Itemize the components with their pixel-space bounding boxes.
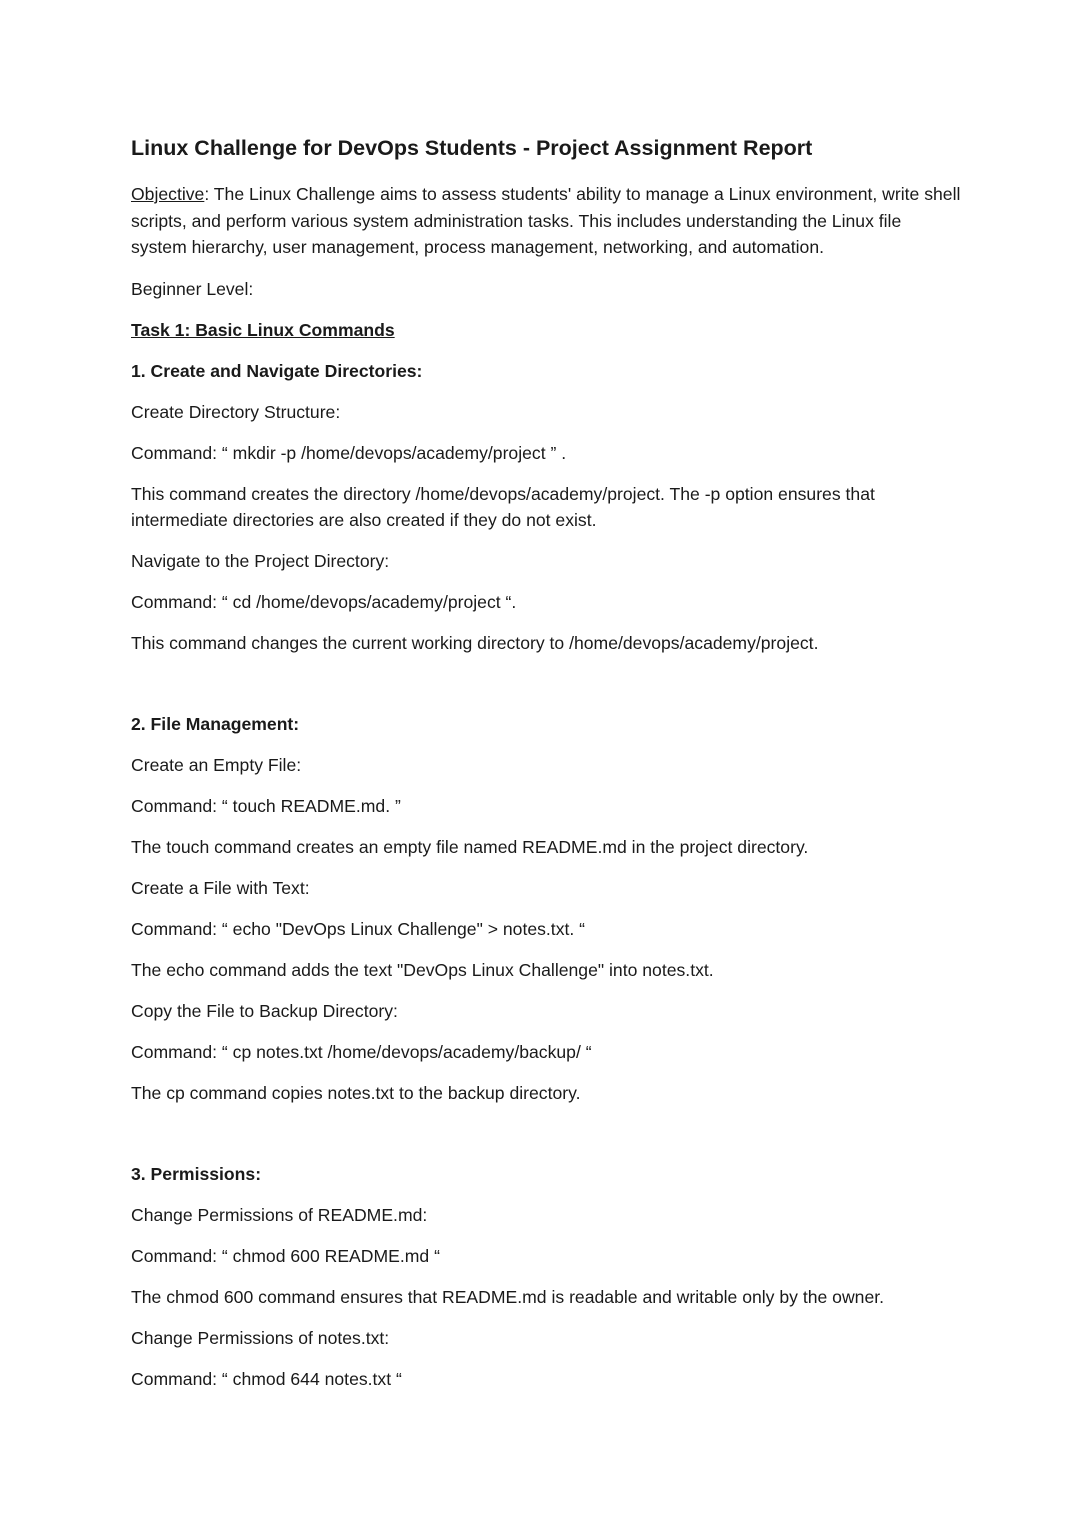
objective-paragraph	[131, 181, 961, 261]
section3-heading: 3. Permissions:	[131, 1164, 262, 1184]
section1-line: This command changes the current working directory to /home/devops/academy/project.	[131, 633, 819, 653]
section3-line: Change Permissions of README.md:	[131, 1205, 428, 1225]
section-spacer	[131, 1121, 961, 1161]
section1-line: Navigate to the Project Directory:	[131, 551, 390, 571]
section2-line: Copy the File to Backup Directory:	[131, 1001, 398, 1021]
section2-line: Command: “ touch README.md. ”	[131, 796, 401, 816]
section2-line: Create an Empty File:	[131, 755, 302, 775]
section1-line: This command creates the directory /home/devops/academy/project. The -p option ensures that intermediate directories are also created if they do not exist.	[131, 483, 875, 530]
section2-line: The echo command adds the text "DevOps Linux Challenge" into notes.txt.	[131, 960, 714, 980]
section2-line: The cp command copies notes.txt to the backup directory.	[131, 1083, 581, 1103]
section3-line: Command: “ chmod 600 README.md “	[131, 1246, 440, 1266]
objective-label: Objective	[131, 184, 205, 204]
section2-line: Create a File with Text:	[131, 878, 310, 898]
objective-text: : The Linux Challenge aims to assess students' ability to manage a Linux environment, write shell scripts, and perform various system administration tasks. This includes understanding the Linux file system hierarchy, user management, process management, networking, and automation.	[131, 184, 961, 257]
section2-heading: 2. File Management:	[131, 714, 300, 734]
section1-heading: 1. Create and Navigate Directories:	[131, 360, 423, 381]
section2-line: Command: “ echo "DevOps Linux Challenge" > notes.txt. “	[131, 919, 586, 939]
section-spacer	[131, 671, 961, 711]
section1-line: Create Directory Structure:	[131, 401, 341, 422]
section1-line: Command: “ cd /home/devops/academy/project “.	[131, 592, 517, 612]
section3-line: Change Permissions of notes.txt:	[131, 1328, 390, 1348]
section1-line: Command: “ mkdir -p /home/devops/academy/project ” .	[131, 442, 567, 463]
section3-line: Command: “ chmod 644 notes.txt “	[131, 1369, 402, 1389]
section3-line: The chmod 600 command ensures that README.md is readable and writable only by the owner.	[131, 1287, 885, 1307]
document-page	[131, 133, 961, 1407]
document-title: Linux Challenge for DevOps Students - Project Assignment Report	[131, 136, 813, 160]
section2-line: Command: “ cp notes.txt /home/devops/academy/backup/ “	[131, 1042, 592, 1062]
level-label: Beginner Level:	[131, 278, 254, 299]
section2-line: The touch command creates an empty file named README.md in the project directory.	[131, 837, 809, 857]
task1-heading: Task 1: Basic Linux Commands	[131, 319, 395, 340]
